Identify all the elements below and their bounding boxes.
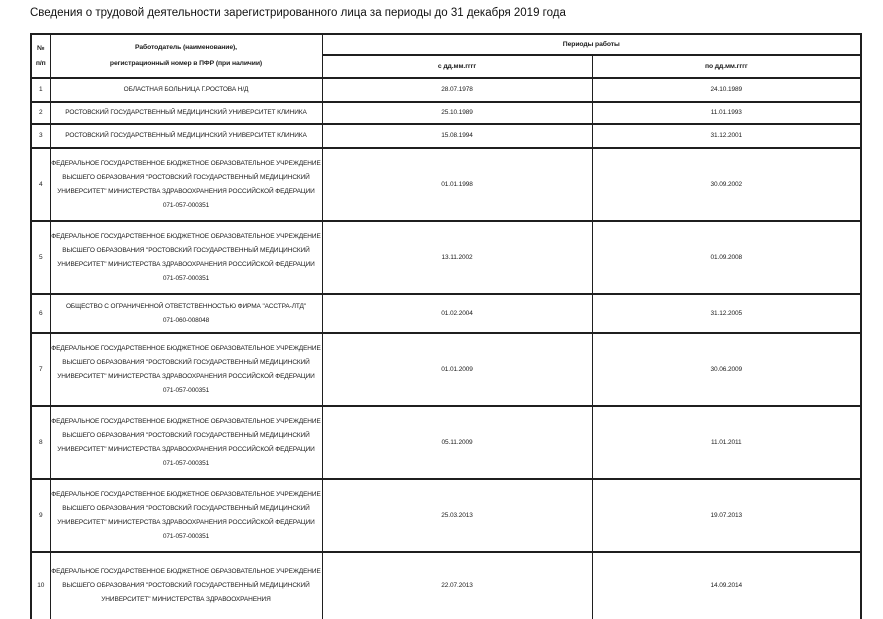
period-to-cell: 30.09.2002: [592, 148, 861, 221]
header-num-bottom: п/п: [35, 60, 46, 67]
employer-name: ФЕДЕРАЛЬНОЕ ГОСУДАРСТВЕННОЕ БЮДЖЕТНОЕ ОБРАЗОВАТЕЛЬНОЕ УЧРЕЖДЕНИЕ ВЫСШЕГО ОБРАЗОВАНИЯ "РОСТОВСКИЙ ГОСУДАРСТВЕННЫЙ МЕДИЦИНСКИЙ УНИВЕРСИТЕТ" МИНИСТЕРСТВА ЗДРАВООХРАНЕНИЯ РОССИЙСКОЙ ФЕДЕРАЦИИ: [51, 344, 321, 380]
employer-cell: [50, 294, 322, 333]
table-row: [31, 148, 861, 221]
employer-cell: [50, 221, 322, 294]
employer-cell: [50, 124, 322, 148]
period-from-cell: 01.01.1998: [322, 148, 592, 221]
employer-cell: [50, 406, 322, 479]
employer-name: ФЕДЕРАЛЬНОЕ ГОСУДАРСТВЕННОЕ БЮДЖЕТНОЕ ОБРАЗОВАТЕЛЬНОЕ УЧРЕЖДЕНИЕ ВЫСШЕГО ОБРАЗОВАНИЯ "РОСТОВСКИЙ ГОСУДАРСТВЕННЫЙ МЕДИЦИНСКИЙ УНИВЕРСИТЕТ" МИНИСТЕРСТВА ЗДРАВООХРАНЕНИЯ РОССИЙСКОЙ ФЕДЕРАЦИИ: [51, 417, 321, 453]
period-to-cell: 11.01.2011: [592, 406, 861, 479]
period-to-cell: 14.09.2014: [592, 552, 861, 619]
header-num-cell: [31, 34, 50, 78]
header-periods-cell: Периоды работы: [322, 34, 861, 55]
period-from-cell: 01.01.2009: [322, 333, 592, 406]
employer-name: ОБЩЕСТВО С ОГРАНИЧЕННОЙ ОТВЕТСТВЕННОСТЬЮ ФИРМА "АССТРА-ЛТД": [65, 302, 307, 310]
employer-name: ФЕДЕРАЛЬНОЕ ГОСУДАРСТВЕННОЕ БЮДЖЕТНОЕ ОБРАЗОВАТЕЛЬНОЕ УЧРЕЖДЕНИЕ ВЫСШЕГО ОБРАЗОВАНИЯ "РОСТОВСКИЙ ГОСУДАРСТВЕННЫЙ МЕДИЦИНСКИЙ УНИВЕРСИТЕТ" МИНИСТЕРСТВА ЗДРАВООХРАНЕНИЯ РОССИЙСКОЙ ФЕДЕРАЦИИ: [51, 232, 321, 268]
header-employer-line2: регистрационный номер в ПФР (при наличии): [109, 60, 263, 67]
employer-cell: [50, 148, 322, 221]
employer-cell: [50, 479, 322, 552]
period-to-cell: 19.07.2013: [592, 479, 861, 552]
period-from-cell: 25.03.2013: [322, 479, 592, 552]
employer-cell: [50, 78, 322, 102]
employer-reg-number: 071-060-008048: [162, 316, 210, 324]
employment-periods-table: [30, 33, 862, 619]
employment-table: [30, 33, 860, 619]
employer-reg-number: 071-057-000351: [162, 386, 210, 394]
table-row: [31, 406, 861, 479]
period-to-cell: 01.09.2008: [592, 221, 861, 294]
period-to-cell: 31.12.2005: [592, 294, 861, 333]
employer-reg-number: 071-057-000351: [162, 201, 210, 209]
employer-cell: [50, 333, 322, 406]
employer-reg-number: 071-057-000351: [162, 459, 210, 467]
row-number-cell: 2: [31, 102, 50, 124]
header-num-top: №: [37, 45, 45, 52]
employer-cell: [50, 102, 322, 124]
row-number-cell: 4: [31, 148, 50, 221]
header-period-to-cell: по дд.мм.гггг: [592, 55, 861, 78]
period-from-cell: 28.07.1978: [322, 78, 592, 102]
period-to-cell: 24.10.1989: [592, 78, 861, 102]
period-from-cell: 22.07.2013: [322, 552, 592, 619]
page-title: Сведения о трудовой деятельности зарегистрированного лица за периоды до 31 декабря 2019 года: [30, 7, 566, 19]
period-from-cell: 05.11.2009: [322, 406, 592, 479]
table-row: [31, 552, 861, 619]
period-from-cell: 15.08.1994: [322, 124, 592, 148]
header-period-from-cell: с дд.мм.гггг: [322, 55, 592, 78]
period-to-cell: 11.01.1993: [592, 102, 861, 124]
employer-name: ФЕДЕРАЛЬНОЕ ГОСУДАРСТВЕННОЕ БЮДЖЕТНОЕ ОБРАЗОВАТЕЛЬНОЕ УЧРЕЖДЕНИЕ ВЫСШЕГО ОБРАЗОВАНИЯ "РОСТОВСКИЙ ГОСУДАРСТВЕННЫЙ МЕДИЦИНСКИЙ УНИВЕРСИТЕТ" МИНИСТЕРСТВА ЗДРАВООХРАНЕНИЯ РОССИЙСКОЙ ФЕДЕРАЦИИ: [51, 159, 321, 195]
employer-reg-number: 071-057-000351: [162, 532, 210, 540]
table-row: [31, 479, 861, 552]
employer-name: ФЕДЕРАЛЬНОЕ ГОСУДАРСТВЕННОЕ БЮДЖЕТНОЕ ОБРАЗОВАТЕЛЬНОЕ УЧРЕЖДЕНИЕ ВЫСШЕГО ОБРАЗОВАНИЯ "РОСТОВСКИЙ ГОСУДАРСТВЕННЫЙ МЕДИЦИНСКИЙ УНИВЕРСИТЕТ" МИНИСТЕРСТВА ЗДРАВООХРАНЕНИЯ РОССИЙСКОЙ ФЕДЕРАЦИИ: [51, 490, 321, 526]
row-number-cell: 3: [31, 124, 50, 148]
table-row: [31, 221, 861, 294]
row-number-cell: 10: [31, 552, 50, 619]
employer-reg-number: 071-057-000351: [162, 274, 210, 282]
employer-name: РОСТОВСКИЙ ГОСУДАРСТВЕННЫЙ МЕДИЦИНСКИЙ УНИВЕРСИТЕТ КЛИНИКА: [65, 132, 307, 139]
header-employer-cell: [50, 34, 322, 78]
table-row: [31, 124, 861, 148]
table-row: [31, 78, 861, 102]
table-row: [31, 294, 861, 333]
row-number-cell: 5: [31, 221, 50, 294]
period-to-cell: 30.06.2009: [592, 333, 861, 406]
period-from-cell: 01.02.2004: [322, 294, 592, 333]
table-row: [31, 333, 861, 406]
table-body: [31, 78, 861, 619]
row-number-cell: 1: [31, 78, 50, 102]
row-number-cell: 8: [31, 406, 50, 479]
table-row: [31, 102, 861, 124]
table-header: [31, 34, 861, 78]
period-to-cell: 31.12.2001: [592, 124, 861, 148]
header-employer-line1: Работодатель (наименование),: [135, 44, 237, 51]
period-from-cell: 13.11.2002: [322, 221, 592, 294]
row-number-cell: 6: [31, 294, 50, 333]
employer-cell: [50, 552, 322, 619]
period-from-cell: 25.10.1989: [322, 102, 592, 124]
row-number-cell: 9: [31, 479, 50, 552]
employer-name: ФЕДЕРАЛЬНОЕ ГОСУДАРСТВЕННОЕ БЮДЖЕТНОЕ ОБРАЗОВАТЕЛЬНОЕ УЧРЕЖДЕНИЕ ВЫСШЕГО ОБРАЗОВАНИЯ "РОСТОВСКИЙ ГОСУДАРСТВЕННЫЙ МЕДИЦИНСКИЙ УНИВЕРСИТЕТ" МИНИСТЕРСТВА ЗДРАВООХРАНЕНИЯ: [51, 568, 321, 603]
row-number-cell: 7: [31, 333, 50, 406]
employer-name: РОСТОВСКИЙ ГОСУДАРСТВЕННЫЙ МЕДИЦИНСКИЙ УНИВЕРСИТЕТ КЛИНИКА: [65, 109, 307, 116]
header-row-main: [31, 34, 861, 55]
employer-name: ОБЛАСТНАЯ БОЛЬНИЦА Г.РОСТОВА Н/Д: [123, 86, 249, 93]
